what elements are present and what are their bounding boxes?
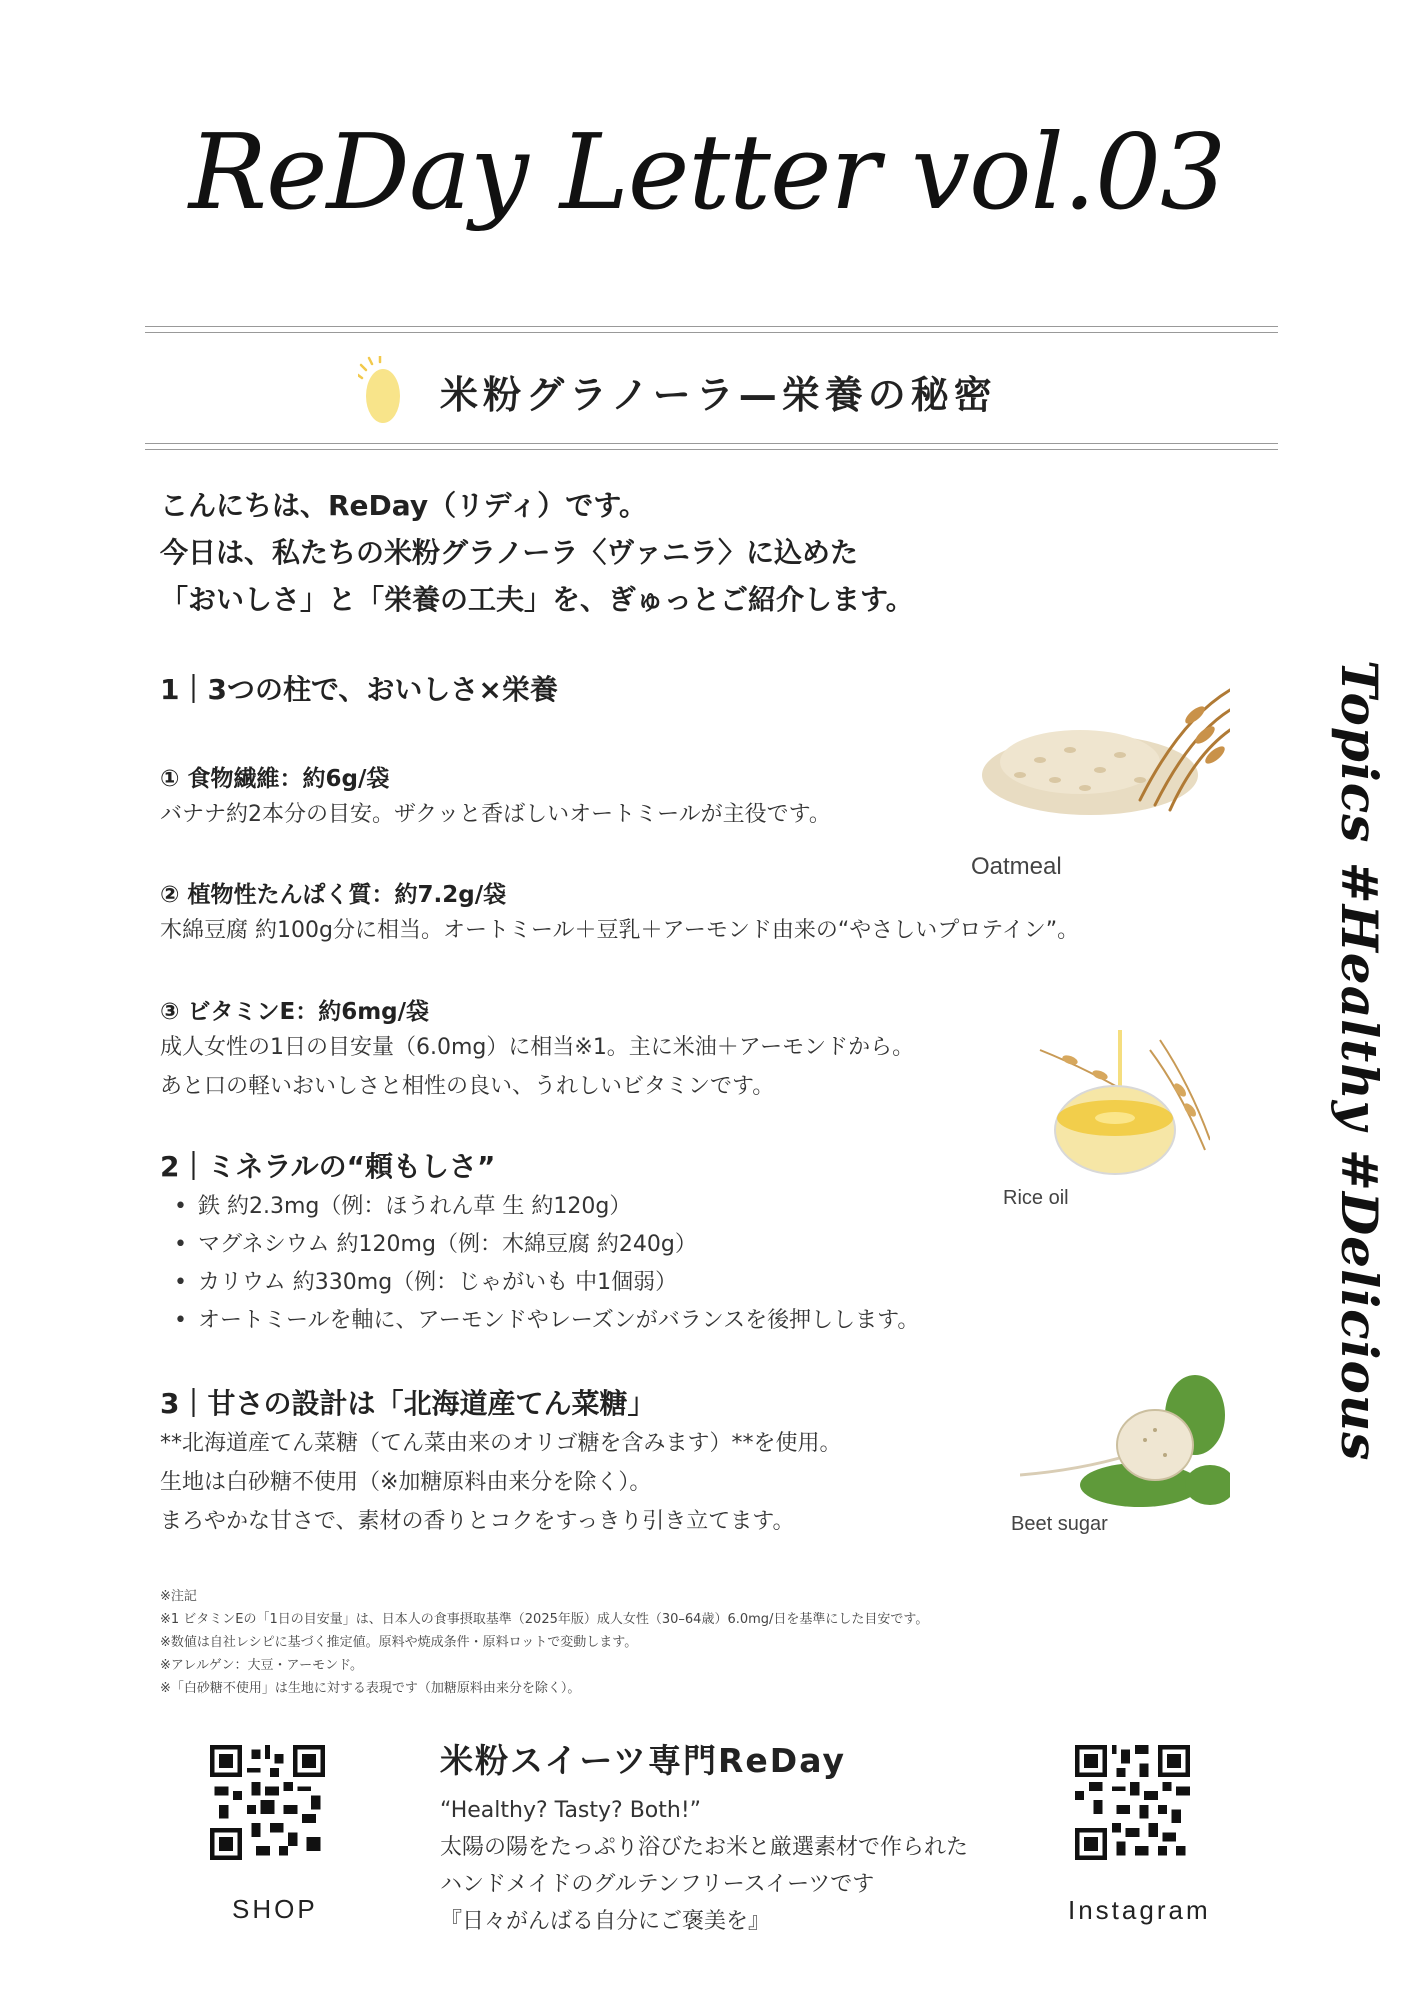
bottom-rule-inner: [145, 449, 1278, 450]
intro-line: こんにちは、ReDay（リディ）です。: [160, 489, 648, 522]
protein-title: ② 植物性たんぱく質：約7.2g/袋: [160, 882, 507, 908]
oatmeal-image: [980, 680, 1230, 820]
beet-sugar-line-2: 生地は白砂糖不使用（※加糖原料由来分を除く）。: [160, 1470, 652, 1495]
oatmeal-label: Oatmeal: [971, 853, 1062, 880]
vitamin-e-title: ③ ビタミンE：約6mg/袋: [160, 999, 430, 1025]
list-item: • カリウム 約330mg（例：じゃがいも 中1個弱）: [198, 1264, 919, 1302]
note-line: ※数値は自社レシピに基づく推定値。原料や焼成条件・原料ロットで変動します。: [160, 1635, 638, 1650]
mineral-list: [160, 1188, 919, 1340]
description-line: 『日々がんばる自分にご褒美を』: [440, 1909, 771, 1934]
bottom-rule: [145, 443, 1278, 444]
rice-grain-icon: [358, 356, 404, 426]
top-rule: [145, 326, 1278, 327]
list-item: • 鉄 約2.3mg（例：ほうれん草 生 約120g）: [198, 1188, 919, 1226]
rice-oil-label: Rice oil: [1003, 1187, 1069, 1209]
shop-qr-label: SHOP: [232, 1894, 318, 1924]
tagline: “Healthy? Tasty? Both!”: [440, 1798, 702, 1823]
beet-sugar-line-3: まろやかな甘さで、素材の香りとコクをすっきり引き立てます。: [160, 1509, 795, 1534]
section-1-heading: 1｜3つの柱で、おいしさ×栄養: [160, 673, 558, 706]
shop-qr-code[interactable]: [210, 1745, 325, 1860]
protein-body: 木綿豆腐 約100g分に相当。オートミール＋豆乳＋アーモンド由来の“やさしいプロテイン”。: [160, 918, 1080, 943]
intro-line: 今日は、私たちの米粉グラノーラ〈ヴァニラ〉に込めた: [160, 536, 859, 569]
shop-name: 米粉スイーツ専門ReDay: [440, 1741, 846, 1780]
fiber-body: バナナ約2本分の目安。ザクッと香ばしいオートミールが主役です。: [160, 802, 831, 827]
shop-description: [440, 1792, 968, 1940]
description-line: ハンドメイドのグルテンフリースイーツです: [440, 1872, 875, 1897]
vitamin-e-body-2: あと口の軽いおいしさと相性の良い、うれしいビタミンです。: [160, 1074, 775, 1099]
intro-paragraph: [160, 482, 1060, 623]
note-line: ※アレルゲン：大豆・アーモンド。: [160, 1658, 363, 1673]
page-subtitle: 米粉グラノーラ—栄養の秘密: [440, 373, 997, 417]
letter-title: ReDay Letter vol.03: [188, 111, 1226, 233]
description-line: 太陽の陽をたっぷり浴びたお米と厳選素材で作られた: [440, 1835, 969, 1860]
beet-sugar-label: Beet sugar: [1011, 1513, 1108, 1535]
list-item: • オートミールを軸に、アーモンドやレーズンがバランスを後押しします。: [198, 1302, 919, 1340]
fiber-title: ① 食物繊維：約6g/袋: [160, 766, 390, 792]
section-2-heading: 2｜ミネラルの“頼もしさ”: [160, 1150, 496, 1183]
top-rule-inner: [145, 332, 1278, 333]
note-line: ※注記: [160, 1589, 197, 1604]
note-line: ※「白砂糖不使用」は生地に対する表現です（加糖原料由来分を除く）。: [160, 1681, 581, 1696]
section-3-heading: 3｜甘さの設計は「北海道産てん菜糖」: [160, 1387, 656, 1420]
rice-oil-image: [1030, 1030, 1210, 1180]
intro-line: 「おいしさ」と「栄養の工夫」を、ぎゅっとご紹介します。: [160, 583, 914, 616]
list-item: • マグネシウム 約120mg（例：木綿豆腐 約240g）: [198, 1226, 919, 1264]
notes-block: [160, 1585, 928, 1700]
vitamin-e-body-1: 成人女性の1日の目安量（6.0mg）に相当※1。主に米油＋アーモンドから。: [160, 1035, 915, 1060]
instagram-qr-code[interactable]: [1075, 1745, 1190, 1860]
instagram-qr-label: Instagram: [1068, 1895, 1211, 1925]
side-topics-text: Topics #Healthy #Delicious: [1330, 660, 1389, 1462]
beet-sugar-line-1: **北海道産てん菜糖（てん菜由来のオリゴ糖を含みます）**を使用。: [160, 1431, 842, 1456]
note-line: ※1 ビタミンEの「1日の目安量」は、日本人の食事摂取基準（2025年版）成人女性（30–64歳）6.0mg/日を基準にした目安です。: [160, 1612, 929, 1627]
beet-sugar-image: [1020, 1375, 1230, 1515]
